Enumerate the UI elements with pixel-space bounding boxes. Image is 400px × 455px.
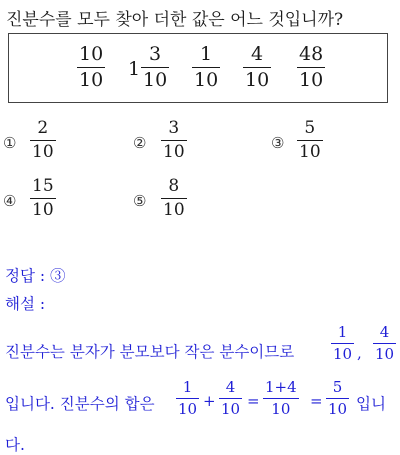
numerator: 1 (337, 323, 348, 341)
explanation-label: 해설 : (5, 295, 46, 313)
denominator: 10 (328, 400, 348, 418)
fraction-bar (219, 398, 242, 399)
denominator: 10 (271, 400, 291, 418)
fraction-bar (161, 140, 187, 141)
fraction-bar (77, 67, 105, 68)
fraction-bar (297, 140, 323, 141)
fraction-bar (297, 67, 325, 68)
explanation-line-2: 입니다. 진분수의 합은 (5, 395, 155, 413)
question-text: 진분수를 모두 찾아 더한 값은 어느 것입니까? (6, 10, 344, 30)
explanation-fraction-2 (373, 325, 396, 362)
denominator: 10 (245, 69, 270, 91)
explanation-comma: , (357, 344, 362, 362)
box-fraction-1 (77, 45, 105, 90)
denominator: 10 (333, 345, 353, 363)
denominator: 10 (79, 69, 104, 91)
option-4-fraction[interactable] (30, 178, 56, 219)
denominator: 10 (143, 69, 168, 91)
box-fraction-2 (141, 45, 169, 90)
fraction-bar (30, 198, 56, 199)
numerator: 3 (168, 118, 180, 138)
box-fraction-4 (243, 45, 271, 90)
plus-sign: + (203, 392, 216, 410)
fraction-bar (30, 140, 56, 141)
option-1-marker[interactable]: ① (3, 134, 17, 152)
sum-term-2 (219, 380, 242, 417)
numerator: 5 (304, 118, 316, 138)
denominator: 10 (32, 200, 54, 220)
numerator: 3 (149, 43, 162, 65)
box-fraction-5 (297, 45, 325, 90)
option-2-fraction[interactable] (161, 120, 187, 161)
explanation-line-1: 진분수는 분자가 분모보다 작은 분수이므로 (5, 343, 295, 361)
numerator: 2 (37, 118, 49, 138)
denominator: 10 (299, 142, 321, 162)
option-5-marker[interactable]: ⑤ (133, 192, 147, 210)
equals-sign-2: = (310, 392, 323, 410)
fraction-bar (161, 198, 187, 199)
sum-term-1 (176, 380, 199, 417)
numerator: 15 (32, 176, 54, 196)
equals-sign-1: = (247, 392, 260, 410)
option-3-fraction[interactable] (297, 120, 323, 161)
numerator: 1+4 (265, 378, 297, 396)
denominator: 10 (375, 345, 395, 363)
numerator: 10 (79, 43, 104, 65)
option-2-marker[interactable]: ② (133, 134, 147, 152)
answer-label: 정답 : (5, 267, 51, 285)
sum-term-4 (326, 380, 349, 417)
fraction-bar (263, 398, 299, 399)
denominator: 10 (32, 142, 54, 162)
numerator: 8 (168, 176, 180, 196)
denominator: 10 (299, 69, 324, 91)
box-fraction-3 (192, 45, 220, 90)
numerator: 4 (225, 378, 236, 396)
numerator: 1 (182, 378, 193, 396)
numerator: 5 (332, 378, 343, 396)
option-5-fraction[interactable] (161, 178, 187, 219)
box-mixed-whole: 1 (128, 58, 141, 80)
fraction-bar (243, 67, 271, 68)
answer-value: ③ (50, 267, 66, 285)
fraction-bar (192, 67, 220, 68)
numerator: 4 (251, 43, 264, 65)
fraction-bar (176, 398, 199, 399)
fraction-bar (373, 343, 396, 344)
denominator: 10 (163, 142, 185, 162)
option-4-marker[interactable]: ④ (3, 192, 17, 210)
explanation-line-2-suffix: 입니 (356, 395, 386, 413)
numerator: 1 (200, 43, 213, 65)
explanation-fraction-1 (331, 325, 354, 362)
answer-line (5, 264, 66, 286)
denominator: 10 (163, 200, 185, 220)
denominator: 10 (194, 69, 219, 91)
sum-term-3 (263, 380, 299, 417)
denominator: 10 (221, 400, 241, 418)
fraction-bar (326, 398, 349, 399)
fraction-bar (331, 343, 354, 344)
numerator: 48 (299, 43, 324, 65)
numerator: 4 (379, 323, 390, 341)
option-3-marker[interactable]: ③ (271, 134, 285, 152)
explanation-line-3: 다. (5, 436, 25, 454)
option-1-fraction[interactable] (30, 120, 56, 161)
denominator: 10 (178, 400, 198, 418)
fraction-bar (141, 67, 169, 68)
